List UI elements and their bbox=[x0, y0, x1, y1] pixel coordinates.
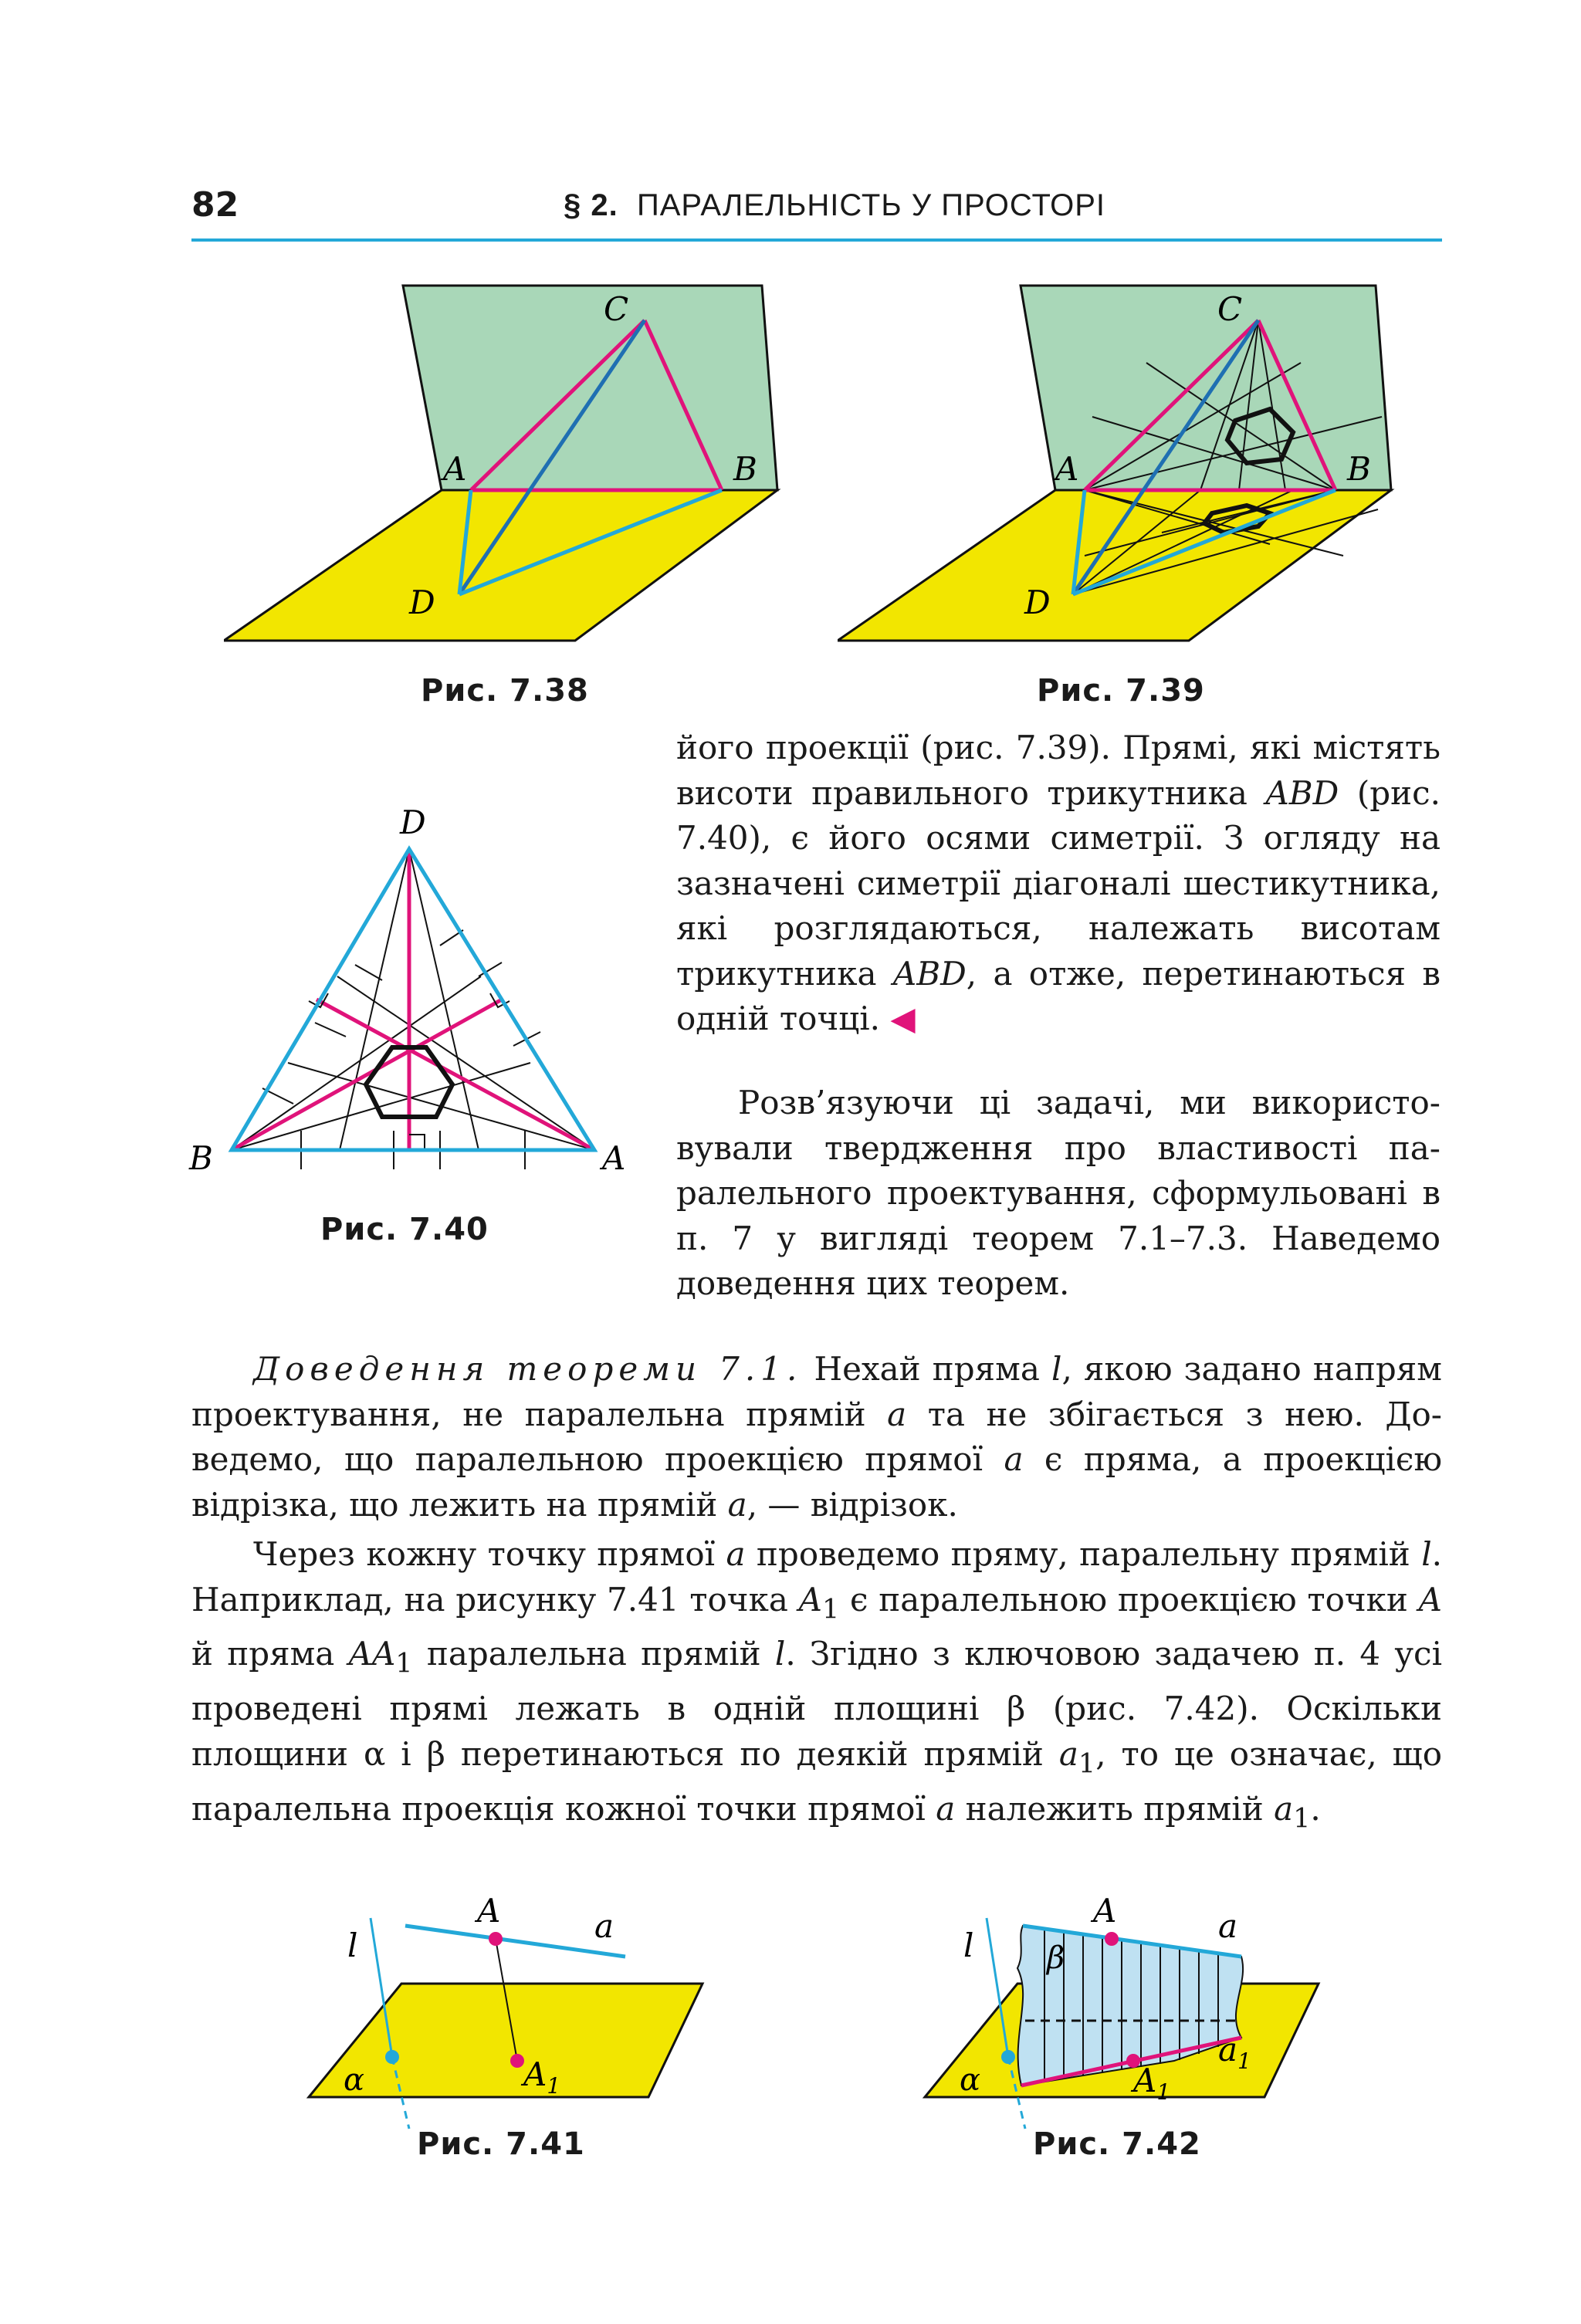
page-number: 82 bbox=[191, 185, 239, 225]
text-run: (рис. 7.40), є його осями симетрії. З огляду на зазначені симетрії діагоналі шестикутника, які розглядаються, належать висотам трикутника bbox=[676, 773, 1441, 993]
proof-end-mark: ◀ bbox=[890, 1000, 916, 1037]
math-l: l bbox=[1421, 1535, 1432, 1573]
label-A1: $A_1$ bbox=[523, 2055, 561, 2099]
math-l: l bbox=[774, 1635, 786, 1673]
paragraph-construction bbox=[191, 1532, 1442, 1842]
point-l-alpha bbox=[385, 2050, 399, 2064]
label-B: B bbox=[1347, 450, 1371, 488]
math-A1: A bbox=[798, 1580, 822, 1619]
math-AA1: AA bbox=[348, 1635, 396, 1673]
label-D: D bbox=[409, 584, 435, 621]
label-A: A bbox=[1055, 450, 1079, 488]
text-run: є пряма, а проекцією відрізка, що лежить на прямій bbox=[191, 1440, 1443, 1524]
yellow-plane bbox=[838, 490, 1391, 641]
plane-alpha bbox=[309, 1984, 702, 2097]
altitudes bbox=[232, 849, 594, 1150]
text-run: , а отже, перетинаються в одній точці. bbox=[676, 954, 1441, 1037]
header-rule bbox=[191, 238, 1442, 242]
section-mark: § 2. bbox=[564, 188, 618, 222]
point-A1 bbox=[510, 2054, 524, 2068]
text-run: є паралельною проекцією точки bbox=[839, 1580, 1419, 1619]
section-header bbox=[564, 188, 1105, 223]
label-B: B bbox=[189, 1139, 213, 1177]
label-l: l bbox=[347, 1927, 358, 1964]
figure-7-42 bbox=[909, 1883, 1342, 2130]
label-A: A bbox=[477, 1892, 501, 1930]
point-A bbox=[489, 1932, 503, 1946]
math-a: a bbox=[887, 1395, 907, 1433]
label-A1: $A_1$ bbox=[1133, 2062, 1171, 2105]
label-beta: β bbox=[1047, 1940, 1065, 1976]
text-run: . Згідно з ключовою задачею п. 4 усі проведені прямі лежать в одній площині β (рис. 7.42). Оскільки площини α і β перетинаються по деякій прямій bbox=[191, 1635, 1442, 1773]
label-B: B bbox=[733, 450, 757, 488]
proof-heading: Доведення теореми 7.1. bbox=[253, 1350, 803, 1388]
triangle-ABD bbox=[232, 849, 594, 1150]
text-run: . Наприклад, на рисунку 7.41 точка bbox=[191, 1535, 1443, 1619]
line-a bbox=[405, 1926, 625, 1957]
math-l: l bbox=[1051, 1350, 1062, 1388]
text-run: та не збігається з нею. Доведемо, що паралельною проекцією прямої bbox=[191, 1395, 1442, 1478]
paragraph-continued bbox=[676, 726, 1441, 1042]
caption-7-38: Рис. 7.38 bbox=[421, 673, 589, 709]
label-A: A bbox=[443, 450, 467, 488]
text-run: , — відрізок. bbox=[746, 1485, 958, 1524]
label-A: A bbox=[602, 1139, 626, 1177]
figure-7-41 bbox=[293, 1883, 726, 2130]
math-a: a bbox=[1004, 1440, 1024, 1478]
label-C: C bbox=[604, 290, 629, 328]
math-a1: a bbox=[1274, 1789, 1294, 1828]
math-a: a bbox=[727, 1485, 747, 1524]
paragraph-proof bbox=[191, 1347, 1442, 1527]
yellow-plane bbox=[224, 490, 777, 641]
label-D: D bbox=[400, 803, 426, 841]
subscript: 1 bbox=[395, 1648, 413, 1680]
label-A: A bbox=[1093, 1892, 1117, 1930]
point-l-alpha bbox=[1001, 2050, 1015, 2064]
label-alpha: α bbox=[344, 2062, 365, 2098]
label-a1: $a_1$ bbox=[1218, 2031, 1251, 2074]
point-A bbox=[1105, 1932, 1119, 1946]
math-A: A bbox=[1418, 1580, 1443, 1619]
cevians bbox=[232, 849, 594, 1150]
label-C: C bbox=[1217, 290, 1243, 328]
label-l: l bbox=[963, 1927, 974, 1964]
label-a: a bbox=[594, 1907, 614, 1945]
text-run: його проекції (рис. 7.39). Прямі, які містять висоти правильного трикутника bbox=[676, 729, 1441, 812]
text-run: Нехай пряма bbox=[802, 1350, 1051, 1388]
math-a: a bbox=[726, 1535, 746, 1573]
caption-7-40: Рис. 7.40 bbox=[320, 1212, 489, 1247]
figure-7-38 bbox=[224, 278, 795, 656]
text-run: й пряма bbox=[191, 1635, 349, 1673]
text-run: . bbox=[1310, 1789, 1321, 1828]
label-alpha: α bbox=[960, 2062, 981, 2098]
caption-7-41: Рис. 7.41 bbox=[417, 2126, 585, 2162]
math-a: a bbox=[936, 1789, 956, 1828]
label-a: a bbox=[1218, 1907, 1238, 1945]
figure-7-40 bbox=[185, 791, 648, 1192]
text-run: , то це означає, що паралельна проекція кожної точки прямої bbox=[191, 1734, 1442, 1828]
caption-7-42: Рис. 7.42 bbox=[1033, 2126, 1201, 2162]
section-title: ПАРАЛЕЛЬНІСТЬ У ПРОСТОРІ bbox=[636, 188, 1106, 222]
subscript: 1 bbox=[1078, 1748, 1096, 1780]
label-D: D bbox=[1024, 584, 1051, 621]
math-a1: a bbox=[1058, 1734, 1078, 1773]
text-run: належить прямій bbox=[955, 1789, 1275, 1828]
text-run: проведемо пряму, паралельну прямій bbox=[745, 1535, 1422, 1573]
text-run: паралельна прямій bbox=[412, 1635, 775, 1673]
math-ABD: ABD bbox=[892, 954, 967, 993]
subscript: 1 bbox=[821, 1593, 840, 1625]
math-ABD: ABD bbox=[1265, 773, 1339, 812]
subscript: 1 bbox=[1293, 1803, 1311, 1835]
figure-7-39 bbox=[838, 278, 1409, 656]
caption-7-39: Рис. 7.39 bbox=[1037, 673, 1205, 709]
paragraph-summary: Розв’язуючи ці задачі, ми використовували твердження про властивості паралельного проектування, сформульовані в п. 7 у вигляді теорем 7.1–7.3. Наведемо доведення цих теорем. bbox=[676, 1084, 1441, 1302]
text-run: Через кожну точку прямої bbox=[253, 1535, 726, 1573]
text-run: , якою задано напрям проектування, не паралельна прямій bbox=[191, 1350, 1442, 1433]
